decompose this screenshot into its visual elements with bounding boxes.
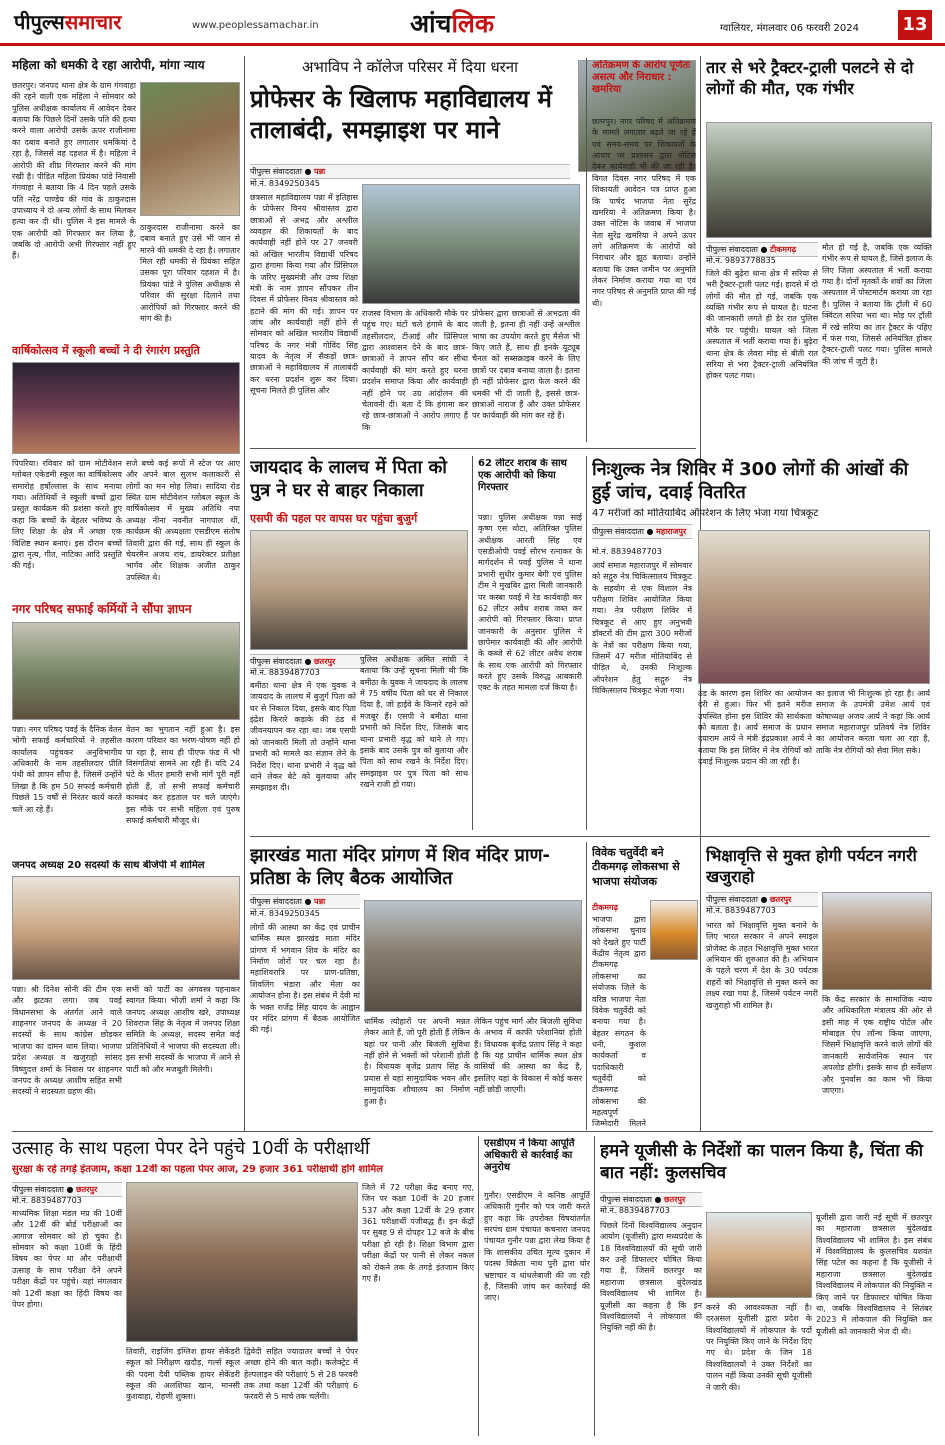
story-utsah-body-4: जिले में 72 परीक्षा केंद्र बनाए गए, जिन पर कक्षा 10वीं के 20 हजार 537 और कक्षा 12वीं के 29 हजार 361 परीक्षार्थी पंजीबद्ध हैं। इन केंद्रों पर सुबह 9 से दोपहर 12 बजे के बीच परीक्षा हो रही है। शिक्षा विभाग द्वारा परीक्षा केंद्रों पर पानी से लेकर नकल को रोकने तक के तगड़े इंतजाम किए गए हैं। xyxy=(362,1183,474,1283)
story-netra-byline: पीपुल्स संवाददाता ● महाराजपुर xyxy=(592,524,692,539)
story-atikraman-body: छतरपुर। नगर परिषद में अतिक्रमण के मामले लगातार बढ़ते जा रहे हैं एवं समय-समय पर शिकायतों के आधार पर प्रशासन द्वारा नोटिस देकर कार्यवाही भी की जा रही है। विगत दिवस नगर परिषद में एक शिकायती आवेदन पत्र प्राप्त हुआ कि पार्षद भाजपा नेता सुरेंद्र खमरिया ने अतिक्रमण किया है। उक्त नोटिस के जवाब में भाजपा नेता सुरेंद्र खमरिया ने अपने ऊपर लगे अतिक्रमण के आरोपों को निराधार और झूठ बताया। उन्होंने बताया कि उक्त जमीन पर अनुमति लेकर निर्माण कराया गया था एवं नगर परिषद से अनुमति प्राप्त की गई थी। xyxy=(592,117,696,308)
section-title xyxy=(410,6,494,40)
story-vivek-place: टीकमगढ़ xyxy=(592,903,619,912)
story-ugc-mobile: मो.नं. 8839487703 xyxy=(600,1206,670,1215)
photo-khajuraho-temple xyxy=(822,892,932,990)
byline-source: पीपुल्स संवाददाता xyxy=(592,527,644,536)
story-utsah-body: माध्यमिक शिक्षा मंडल मप्र की 10वीं और 12वीं की बोर्ड परीक्षाओं का आगाज सोमवार को हो चुका है। सोमवार को कक्षा 10वीं के हिंदी विषय का पेपर था और परीक्षार्थी उत्साह के साथ परीक्षा देने अपने परीक्षा केंद्रों पर पहुंचे। यहां मंगलवार को 12वीं कक्षा का हिंदी विषय का पेपर होगा। xyxy=(12,1209,122,1309)
story-janpad-body: पन्ना। श्री दिनेश सोनी की टीम एक और झटका लगा। जब पवई विधानसभा के अंतर्गत आने वाले शाहनगर जनपद के अध्यक्ष ने 20 सदस्यों के साथ कांग्रेस छोड़कर भाजपा का दामन थाम लिया। भाजपा प्रदेश अध्यक्ष व खजुराहो सांसद विष्णुदत्त शर्मा के निवास पर शाहनगर जनपद के अध्यक्ष आशीष सहित सभी सदस्यों ने सदस्यता ग्रहण की। xyxy=(12,985,122,1097)
byline-place: छतरपुर xyxy=(770,895,792,904)
story-tractor-mobile: मो.नं. 9893778835 xyxy=(706,256,776,265)
story-tractor-body: जिले की बुढ़ेरा थाना क्षेत्र में सरिया से भरी ट्रैक्टर-ट्राली पलट गई। हादसे में दो लोगों की मौत हो गई, जबकि एक व्यक्ति गंभीर रूप से घायल है। घटना की जानकारी लगते ही डेर रात पुलिस मौके पर पहुंची। घायल को जिला अस्पताल में भर्ती कराया गया है। बुढ़ेरा थाना क्षेत्र के लेवरा मोड़ से बीती रात सरिया से भरा ट्रैक्टर-ट्राली अनियंत्रित होकर पलट गया। xyxy=(706,269,818,381)
photo-nagar xyxy=(12,622,240,720)
story-netra-body-3: का इलाज भी निःशुल्क हो रहा है। आर्य समाज के उपमंत्री उमेश आर्य एवं कोषाध्यक्ष अजय आर्य ने कहा कि आर्य समाज महाराजपुर प्रतिवर्ष नेत्र शिविर का आयोजन करता चला आ रहा है, ताकि नेत्र रोगियों को सेवा मिल सके। xyxy=(816,689,930,755)
story-varshikotsav-body-2: सजे बच्चे कई रूपों में स्टेज पर आए और अपने बाल सुलभ कलाकारी से लोगों का मन मोह लिया। सादिया रोड स्थित ग्राम मोटीवेशन ग्लोबल स्कूल के वार्षिकोत्सव में मुख्य अतिथि नपा अध्यक्ष नीना नवनीत नागपाल थीं, कार्यक्रम की अध्यक्षता एसडीएम संतोष तिवारी द्वारा की गई, साथ ही स्कूल के चेयरमैन अजय राय, डायरेक्टर प्रतीक्षा भार्गव और शिक्षक अजीत ठाकुर उपस्थित थे। xyxy=(126,459,240,582)
story-atikraman-title[interactable]: अतिक्रमण के आरोप पूर्णतः असत्य और निराधार : खमरिया xyxy=(592,60,691,96)
story-jharkhand-mobile: मो.नं. 8349250345 xyxy=(250,909,320,918)
story-abvp-title[interactable]: प्रोफेसर के खिलाफ महाविद्यालय में तालाबंदी, समझाइश पर माने xyxy=(250,85,552,144)
column-rule xyxy=(244,56,245,1131)
byline-source: पीपुल्स संवाददाता xyxy=(600,1195,652,1204)
story-jharkhand-body-2: धार्मिक त्योहारों पर अपनी मन्नत लेकर आते हैं, जो पूरी होती हैं लेकिन यहां पर पानी और बिजली सुविधा नहीं होने से भक्तों को परेशानी होती है। विधायक बृजेंद्र प्रताप सिंह के प्रयास से यहां सामुदायिक भवन और सामुदायिक शौचालय का निर्माण हुआ है। xyxy=(364,1017,470,1106)
byline-place: छतरपुर xyxy=(76,1185,98,1194)
story-netra-title[interactable]: निःशुल्क नेत्र शिविर में 300 लोगों की आंखों की हुई जांच, दवाई वितरित xyxy=(592,459,909,504)
story-ugc-body: पिछले दिनों विश्वविद्यालय अनुदान आयोग (यूजीसी) द्वारा मध्यप्रदेश के 18 विश्वविद्यालयों की सूची जारी कर उन्हें डिफाल्टर घोषित किया गया है, जिसमें छतरपुर का महाराजा छत्रसाल बुंदेलखंड विश्वविद्यालय भी शामिल है। यूजीसी का कहना है कि इन विश्वविद्यालयों ने लोकपाल की नियुक्ति नहीं की है। xyxy=(600,1221,702,1333)
story-janpad-title[interactable]: जनपद अध्यक्ष 20 सदस्यों के साथ बीजेपी में शामिल xyxy=(12,860,205,871)
story-bhiksha-body-2: कि केंद्र सरकार के सामाजिक न्याय और अधिकारिता मंत्रालय की ओर से इसी माह में एक राष्ट्रीय पोर्टल और मोबाइल ऐप लॉन्च किया जाएगा, जिसमें भिक्षावृत्ति करने वाले लोगों की जानकारी सार्वजनिक स्थान पर अपलोड होगी। इसके साथ ही सर्वेक्षण और पुनर्वास का काम भी किया जाएगा। xyxy=(822,995,932,1095)
story-utsah-subtitle: सुरक्षा के रहे तगड़े इंतजाम, कक्षा 12वीं का पहला पेपर आज, 29 हजार 361 परीक्षार्थी होंगे शामिल xyxy=(12,1164,384,1175)
story-abvp-body-2: राजस्व विभाग के अधिकारी मौके पर पहुंच गए। घंटों चले हंगामे के बाद तहसीलदार, टीआई और प्रिंसिपल द्वारा आश्वासन देने के बाद छात्र-छात्राओं ने ज्ञापन सौंप कर सीधा कार्यवाही की मांग करते हुए धरना प्रदर्शन समाप्त किया और कार्यवाही नहीं होने पर उग्र आंदोलन की चेतावनी दी। बता दें कि हंगामा कर रहे छात्र-छात्राओं ने आरोप लगाए हैं कि xyxy=(362,309,468,432)
story-tractor-body-2: मौत हो गई है, जबकि एक व्यक्ति गंभीर रूप से घायल है, जिसे इलाज के लिए जिला अस्पताल में भर्ती कराया गया है। दोनों मृतकों के शवों का जिला अस्पताल में पोस्टमार्टम कराया जा रहा है। पुलिस ने बताया कि ट्रॉली में 60 क्विंटल सरिया भरा था। मोड़ पर ट्रॉली में रखे सरिया का तार ट्रैक्टर के पहिए में फंस गया, जिससे अनियंत्रित होकर ट्रैक्टर-ट्राली पलट गया। पुलिस मामले की जांच में जुटी है। xyxy=(822,243,932,366)
story-jayadad-byline: पीपुल्स संवाददाता ● छतरपुर xyxy=(250,654,468,669)
story-bhiksha-title[interactable]: भिक्षावृत्ति से मुक्त होगी पर्यटन नगरी खजुराहो xyxy=(706,846,917,886)
story-nagar-body-2: वेतन का भुगतान नहीं हुआ है। इस कारण परिवार का भरण-पोषण नहीं हो पा रहा है, साथ ही पीएफ फंड में भी विसंगतियां सामने आ रही हैं। यदि 24 घंटे के भीतर हमारी सभी मांगें पूरी नहीं होती हैं, तो सभी सफाई कर्मचारी कामबंद कर हड़ताल पर चले जाएंगे। इस मौके पर सभी महिला एवं पुरुष सफाई कर्मचारी मौजूद थे। xyxy=(126,725,240,825)
story-sdm-title[interactable]: एसडीएम ने किया आपूर्ति अधिकारी से कार्रवाई का अनुरोध xyxy=(484,1138,575,1174)
story-nagar-title[interactable]: नगर परिषद सफाई कर्मियों ने सौंपा ज्ञापन xyxy=(12,602,192,616)
story-netra-subtitle: 47 मरीजों को मोतियाबिंद ऑपरेशन के लिए भेजा गया चित्रकूट xyxy=(592,508,819,519)
story-ugc-title[interactable]: हमने यूजीसी के निर्देशों का पालन किया है, चिंता की बात नहीं: कुलसचिव xyxy=(600,1141,923,1184)
story-abvp-byline: पीपुल्स संवाददाता ● पन्ना xyxy=(250,164,570,179)
story-jharkhand-body-3: लेकिन पहुंच मार्ग और बिजली सुविधा के अभाव में काफी परेशानियां होती हैं। विधायक बृजेंद्र प्रताप सिंह ने कहा है कि यह प्राचीन धार्मिक स्थल क्षेत्र वासियों की आस्था का केंद्र है, इसलिए यहां के विकास में कोई कसर नहीं छोड़ी जाएगी। xyxy=(474,1017,582,1095)
story-mahila-body: छतरपुर। जनपद थाना क्षेत्र के ग्राम गंगवाहा की रहने वाली एक महिला ने सोमवार को पुलिस अधीक्षक कार्यालय में आवेदन देकर बताया कि पिछले दिनों उसके पति की हत्या करने वाला आरोपी उसके ऊपर राजीनामा का दबाव बनाते हुए लगातार धमकियां दे रहा है, जिससे वह दहशत में है। महिला ने आरोपी की शीघ्र गिरफ्तार करने की मांग रखी है। पीड़ित महिला प्रियंका पांडे निवासी गंगवाहा ने बताया कि 4 दिन पहले उसके पति नरेंद्र पाण्डेय की गांव के ठाकुरदास उपाध्याय ने दो अन्य लोगों के साथ मिलकर हत्या कर दी थी। पुलिस ने इस मामले के एक आरोपी को गिरफ्तार कर लिया है, जबकि दो आरोपी अभी गिरफ्तार नहीं हुए हैं। xyxy=(12,81,136,261)
story-bhiksha-body: भारत को भिक्षावृत्ति मुक्त बनाने के लिए भारत सरकार ने अपने स्माइल प्रोजेक्ट के तहत भिक्षावृत्ति मुक्त भारत अभियान की शुरुआत की है। अभियान के पहले चरण में देश के 30 पर्यटक शहरों को भिक्षावृत्ति से मुक्त करने का लक्ष्य रखा गया है, जिसमें पर्यटन नगरी खजुराहो भी शामिल है। xyxy=(706,921,818,1010)
story-utsah-body-3: द्विवेदी सहित ज्यादातर बच्चों ने पेपर अच्छा होने की बात कही। कलेक्ट्रेट में हेल्पलाइन की परीक्षाएं 5 से 28 फरवरी तक तथा कक्षा 12वीं की परीक्षाएं 6 फरवरी से 5 मार्च तक चलेंगी। xyxy=(244,1347,358,1402)
story-mahila-body-2: ठाकुरदास राजीनामा करने का दबाव बनाते हुए उसे भी जान से मारने की धमकी दे रहा है। लगातार मिल रही धमकी से प्रियंका सहित उसका पूरा परिवार दहशत में है। प्रियंका पांडे ने पुलिस अधीक्षक से परिवार की सुरक्षा दिलाने तथा आरोपियों को गिरफ्तार करने की मांग की है। xyxy=(140,223,240,323)
story-jayadad-body-2: पुलिस अधीक्षक अमित सांघी ने बताया कि उन्हें सूचना मिली थी कि बमीठा के युवक ने जायदाद के लालच में 75 वर्षीय पिता को घर से निकाल दिया है, जो हाईवे के किनारे रहने को मजबूर हैं। एसपी ने बमीठा थाना प्रभारी को निर्देश दिए, जिसके बाद थाना प्रभारी वृद्ध को थाने ले गए। इसके बाद उसके पुत्र को बुलाया और पिता को साथ रखने के निर्देश दिए। समझाइश पर पुत्र पिता को साथ रखने राजी हो गया। xyxy=(360,655,468,789)
photo-jharkhand-meeting xyxy=(364,900,582,1012)
story-jharkhand-byline: पीपुल्स संवाददाता ● पन्ना xyxy=(250,894,360,909)
story-bhiksha-mobile: मो.नं. 8839487703 xyxy=(706,906,776,915)
photo-vivek xyxy=(650,900,698,960)
story-varshikotsav-title[interactable]: वार्षिकोत्सव में स्कूली बच्चों ने दी रंगारंग प्रस्तुति xyxy=(12,344,200,357)
byline-place: पन्ना xyxy=(314,897,326,906)
byline-place: टीकमगढ़ xyxy=(770,245,797,254)
story-netra-body-2: ठंड के कारण इस शिविर का आयोजन देरी से हुआ। फिर भी इतने मरीज उपस्थित होना इस शिविर की सार्थकता को बताता है। आर्य समाज के प्रधान दयाराम आर्य ने मंत्री इंद्रप्रकाश आर्य ने बताया कि इस शिविर में नेत्र रोगियों को दवाई निःशुल्क प्रदान की जा रही है। xyxy=(698,689,812,767)
story-abvp-mobile: मो.नं. 8349250345 xyxy=(250,179,320,188)
story-tractor-byline: पीपुल्स संवाददाता ● टीकमगढ़ xyxy=(706,242,818,257)
byline-source: पीपुल्स संवाददाता xyxy=(706,245,758,254)
story-bhiksha-byline: पीपुल्स संवाददाता ● छतरपुर xyxy=(706,892,818,907)
story-ugc-byline: पीपुल्स संवाददाता ● छतरपुर xyxy=(600,1192,702,1207)
story-sdm-body: गुनौर। एसडीएम ने कनिष्ठ आपूर्ति अधिकारी गुनौर को पत्र जारी करते हुए कहा कि उपरोक्त विषयांतर्गत सरपंच ग्राम पंचायत कचनारा जनपद पंचायत गुनौर पन्ना द्वारा लेख किया है कि शासकीय उचित मूल्य दुकान में पदस्थ विक्रेता नाथ पुरी द्वारा घोर भ्रष्टाचार व धांधलेबाजी की जा रही है, जिसकी जांच कर कार्रवाई की जाए। xyxy=(484,1191,590,1303)
story-ugc-body-2: करने की आवश्यकता नहीं है। दरअसल यूजीसी द्वारा प्रदेश के विश्वविद्यालयों में लोकपाल के पदों पर नियुक्ति किए जाने के निर्देश दिए गए थे। प्रदेश के जिन 18 विश्वविद्यालयों ने उक्त निर्देशों का पालन नहीं किया उनकी सूची यूजीसी ने जारी की। xyxy=(706,1303,812,1392)
story-jayadad-title[interactable]: जायदाद के लालच में पिता को पुत्र ने घर से बाहर निकाला xyxy=(250,457,447,502)
story-abvp-body-3: प्रोफेसर द्वारा छात्राओं से अभद्रता की जाती है, इतना ही नहीं उन्हें अश्लील भाषा का उपयोग करते हुए मैसेज भी किए जाते हैं, साथ ही इनके यूट्यूब चैनल को सब्सक्राइब करने के लिए छात्रों पर दबाव बनाया जाता है। इतना ही नहीं प्रोफेसर द्वारा फेल करने की धमकी भी दी जाती है, इससे छात्र-छात्राओं नाराज हैं और उक्त प्रोफेसर पर कार्यवाही की मांग कर रहे हैं। xyxy=(472,309,580,421)
story-ugc-body-3: यूजीसी द्वारा जारी नई सूची में छतरपुर का महाराजा छत्रसाल बुंदेलखंड विश्वविद्यालय भी शामिल है। इस संबंध में विश्वविद्यालय के कुलसचिव यशवंत सिंह पटेल का कहना है कि यूजीसी ने महाराजा छत्रसाल बुंदेलखंड विश्वविद्यालय में लोकपाल की नियुक्ति न किए जाने पर डिफाल्टर घोषित किया था, जबकि विश्वविद्यालय ने सितंबर 2023 में लोकपाल की नियुक्ति कर यूजीसी को जानकारी भेज दी थी। xyxy=(816,1213,932,1336)
byline-place: छतरपुर xyxy=(314,657,336,666)
story-utsah-title[interactable]: उत्साह के साथ पहला पेपर देने पहुंचे 10वीं के परीक्षार्थी xyxy=(12,1138,370,1159)
story-sharab-body: पन्ना। पुलिस अधीक्षक पन्ना साई कृष्ण एस थोटा, अतिरिक्त पुलिस अधीक्षक आरती सिंह एवं एसडीओपी पवई सौरभ रत्नाकर के मार्गदर्शन में पवई पुलिस ने थाना प्रभारी सुधीर कुमार बेगी एवं पुलिस टीम ने मुखबिर द्वारा मिली जानकारी पर कस्बा पवई में रेड कार्यवाही कर 62 लीटर अवैध शराब जब्त कर आरोपी को गिरफ्तार किया। प्राप्त जानकारी के अनुसार पुलिस ने छापेमार कार्यवाही की और आरोपी के कब्जे से 62 लीटर अवैध शराब के साथ एक आरोपी को गिरफ्तार करते हुए उसके विरुद्ध आबकारी एक्ट के तहत मामला दर्ज किया है। xyxy=(478,513,582,693)
section-part-a: आंच xyxy=(410,9,452,38)
photo-jayadad xyxy=(250,530,468,650)
brand-part-a: पीपुल्स xyxy=(14,10,65,34)
story-abvp-body: छत्रसाल महाविद्यालय पन्ना में इतिहास के प्रोफेसर विनय श्रीवास्तव द्वारा छात्राओं से अभद्र और अश्लील व्यवहार की शिकायतों के बाद कार्यवाही नहीं होने पर 27 जनवरी को अखिल भारतीय विद्यार्थी परिषद द्वारा हंगामा किया गया और प्रिंसिपल के जरिए मुख्यमंत्री और उच्च शिक्षा मंत्री के नाम ज्ञापन सौंपकर तीन दिवस में प्रोफेसर विनय श्रीवास्तव को हटाने की मांग की गई। ज्ञापन पर जांच और कार्यवाही नहीं होने से सोमवार को अखिल भारतीय विद्यार्थी परिषद के नगर मंत्री गोविंद सिंह यादव के नेतृत्व में सैकड़ों छात्र-छात्राओं ने महाविद्यालय में तालाबंदी कर धरना प्रदर्शन शुरू कर दिया। सूचना मिलते ही पुलिस और xyxy=(250,193,358,396)
column-rule xyxy=(586,842,587,1130)
story-jayadad-subtitle: एसपी की पहल पर वापस घर पहुंचा बुजुर्ग xyxy=(250,512,418,525)
byline-place: महाराजपुर xyxy=(656,527,687,536)
byline-place: पन्ना xyxy=(314,167,326,176)
byline-source: पीपुल्स संवाददाता xyxy=(250,657,302,666)
masthead xyxy=(0,0,945,46)
story-jharkhand-title[interactable]: झारखंड माता मंदिर प्रांगण में शिव मंदिर प्राण-प्रतिष्ठा के लिए बैठक आयोजित xyxy=(250,845,551,890)
row-rule xyxy=(250,836,930,837)
photo-abvp-protest xyxy=(362,184,580,304)
story-jharkhand-body: लोगों की आस्था का केंद्र एवं प्राचीन धार्मिक स्थल झारखंड माता मंदिर प्रांगण में भगवान शिव के मंदिर का निर्माण जोरों पर चल रहा है। महाशिवरात्रि पर प्राण-प्रतिष्ठा, शिवलिंग भंडारा और मेला का आयोजन होना है। इस संबंध में देवी मां के भक्त राजेंद्र सिंह यादव के आह्वान पर मंदिर प्रांगण में बैठक आयोजित की गई। xyxy=(250,923,360,1035)
story-netra-body: आर्य समाज महाराजपुर में सोमवार को सद्गुरु नेत्र चिकित्सालय चित्रकूट के सहयोग से एक विशाल नेत्र परीक्षण शिविर आयोजित किया गया। नेत्र परीक्षण शिविर में चित्रकूट से आए हुए अनुभवी डॉक्टरों की टीम द्वारा 300 मरीजों के नेत्रों का परीक्षण किया गया, जिसमें 47 मरीज मोतियाबिंद से पीड़ित थे, उनकी निःशुल्क ऑपरेशन हेतु सद्गुरु नेत्र चिकित्सालय चित्रकूट भेजा गया। xyxy=(592,561,692,695)
story-utsah-body-2: तिवारी, राइजिंग इंग्लिश हायर सेकेंडरी स्कूल को निरीक्षण खदौड़, गर्ल्स स्कूल की पदमा देवी पब्लिक हायर सेकेंडरी स्कूल की अलशिफा खान, मानसी कुशवाहा, रोहणी शुक्ला। xyxy=(126,1347,240,1402)
photo-janpad xyxy=(12,876,240,980)
column-rule xyxy=(594,1136,595,1436)
row-rule xyxy=(12,1131,933,1132)
photo-netra-camp xyxy=(698,530,930,684)
row-rule xyxy=(250,448,696,449)
byline-source: पीपुल्स संवाददाता xyxy=(250,897,302,906)
story-abvp-kicker: अभाविप ने कॉलेज परिसर में दिया धरना xyxy=(301,58,519,76)
column-rule xyxy=(478,1136,479,1436)
story-sharab-title[interactable]: 62 लीटर शराब के साथ एक आरोपी को किया गिरफ्तार xyxy=(478,458,567,494)
story-varshikotsav-body: पिपरिया। रविवार को ग्राम मोटीवेशन ग्लोबल एकेडमी स्कूल का वार्षिकोत्सव समारोह हर्षोल्लास के साथ मनाया गया। अतिथियों ने स्कूली बच्चों द्वारा प्रस्तुत कार्यक्रम की प्रशंसा करते हुए कहा कि बच्चों के बेहतर भविष्य के लिए शिक्षा के क्षेत्र में अच्छा एक विशिष्ट स्थान बनाएं। इस दौरान बच्चों द्वारा नृत्य, गीत, नाटिका आदि प्रस्तुति की गई। xyxy=(12,459,122,571)
section-part-b: लिक xyxy=(451,9,495,38)
brand-part-b: समाचार xyxy=(64,10,122,34)
photo-exam-students xyxy=(126,1182,358,1342)
photo-mahila xyxy=(140,82,240,216)
byline-source: पीपुल्स संवाददाता xyxy=(12,1185,64,1194)
story-utsah-mobile: मो.नं. 8839487703 xyxy=(12,1196,82,1205)
story-nagar-body: पन्ना। नगर परिषद पवई के दैनिक वेतन भोगी सफाई कर्मचारियों ने तहसील कार्यालय पहुंचकर अनुविभागीय अधिकारी के नाम तहसीलदार प्रीति पंथी को ज्ञापन सौंपा है, जिसमें उन्होंने लिखा है कि हम 50 सफाई कर्मचारी पिछले 15 वर्षों से निरंतर कार्य करते चले आ रहे हैं। xyxy=(12,725,122,814)
photo-university xyxy=(706,1212,812,1298)
byline-place: छतरपुर xyxy=(664,1195,686,1204)
newspaper-logo xyxy=(14,8,121,35)
dateline: ग्वालियर, मंगलवार 06 फरवरी 2024 xyxy=(720,23,859,34)
column-rule xyxy=(586,58,587,442)
page-number: 13 xyxy=(898,10,932,40)
website-link[interactable]: www.peoplessamachar.in xyxy=(192,20,319,31)
story-vivek-body: भाजपा द्वारा लोकसभा चुनाव को देखते हुए पार्टी केंद्रीय नेतृत्व द्वारा टीकमगढ़ लोकसभा का संयोजक जिले के वरिष्ठ भाजपा नेता विवेक चतुर्वेदी को बनाया गया है। बेहतर संगठन के धनी, कुशल कार्यकर्ता व पदाधिकारी चतुर्वेदी को टीकमगढ़ लोकसभा की महत्वपूर्ण जिम्मेदारी मिलने xyxy=(592,915,646,1128)
story-janpad-body-2: सभी को पार्टी का अंगवस्त्र पहनाकर स्वागत किया। भोज़ी शर्मा ने कहा कि जनपद अध्यक्ष आशीष खरे, उपाध्यक्ष शिवराज सिंह के नेतृत्व में जनपद शिक्षा समिति के अध्यक्ष, सदस्य समेत कई प्रतिनिधियों ने भाजपा की सदस्यता ली। इस सभी सदस्यों के भाजपा में आने से पार्टी को और मजबूती मिलेगी। xyxy=(126,985,240,1074)
photo-varshikotsav xyxy=(12,362,240,454)
story-jayadad-body: बमीठा थाना क्षेत्र में एक युवक ने जायदाद के लालच में बुजुर्ग पिता को घर से निकाल दिया, इसके बाद पिता इंद्रेश किरारे कड़ाके की ठंड में जीवनयापन कर रहा था। जब एसपी को जानकारी मिली तो उन्होंने थाना प्रभारी को मामले का संज्ञान लेने के निर्देश दिए। थाना प्रभारी ने वृद्ध को थाने लेकर बेटे को बुलवाया और समझाइश दी। xyxy=(250,681,356,793)
story-vivek-title[interactable]: विवेक चतुर्वेदी बने टीकमगढ़ लोकसभा से भाजपा संयोजक xyxy=(592,846,680,888)
story-jayadad-mobile: मो.नं. 8839487703 xyxy=(250,668,320,677)
story-tractor-title[interactable]: तार से भरे ट्रैक्टर-ट्राली पलटने से दो लोगों की मौत, एक गंभीर xyxy=(706,58,914,98)
photo-tractor xyxy=(706,122,932,238)
story-utsah-byline: पीपुल्स संवाददाता ● छतरपुर xyxy=(12,1182,122,1197)
byline-source: पीपुल्स संवाददाता xyxy=(250,167,302,176)
story-mahila-title[interactable]: महिला को धमकी दे रहा आरोपी, मांगा न्याय xyxy=(12,58,205,72)
column-rule xyxy=(472,456,473,830)
story-netra-mobile: मो.नं. 8839487703 xyxy=(592,547,662,556)
column-rule xyxy=(586,456,587,830)
byline-source: पीपुल्स संवाददाता xyxy=(706,895,758,904)
